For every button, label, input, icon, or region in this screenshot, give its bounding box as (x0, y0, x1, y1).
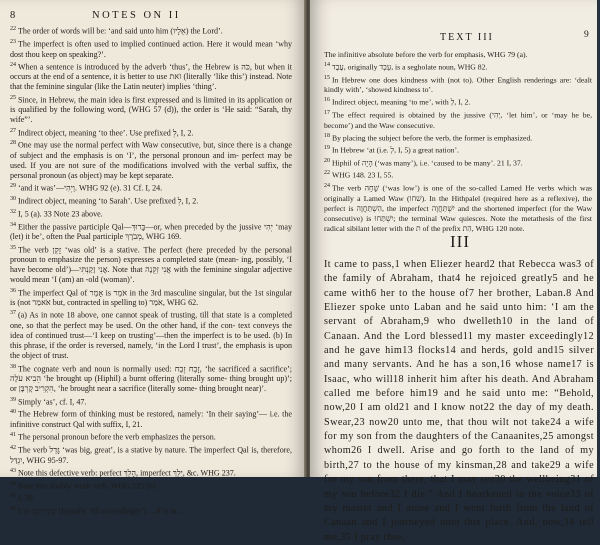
footnote (10, 395, 292, 408)
footnote-number: 38 (10, 363, 16, 370)
footnote (324, 73, 592, 96)
footnote-number: 34 (10, 221, 16, 228)
footnote-number: 40 (10, 409, 16, 416)
footnote-text: Note this defective verb: perfect הָלַךְ, imperfect יֵלֵךְ, &c. WHG 237. (18, 468, 236, 478)
footnote-text: In Hebrew ‘at (i.e. לְ, I, 5) a great nation’. (332, 145, 459, 155)
footnote-number: 16 (324, 97, 330, 104)
footnote (10, 60, 292, 93)
footnote (324, 108, 592, 131)
footnote-number: 25 (10, 94, 16, 101)
footnote-number: 41 (10, 432, 16, 439)
body-paragraph: It came to pass,1 when Eliezer heard2 that Rebecca was3 of the family of Abraham, that4 he rejoiced greatly5 and he came with6 her to the house of7 her brother, Laban.8 And Eliezer spoke unto Laban and he said unto him: ‘I am the servant of Abraham,9 who dwelleth10 in the land of Canaan. And the Lord blessed11 my master exceedingly12 and he gave him13 flocks14 and herds, gold and15 silver and many servants. And he has a son,16 whose name17 is Isaac, who will18 inherit him after his death. And Abraham called me before him19 and he said unto me: “Behold, now,20 I am old21 and I know not22 the day of my death. Swear,23 now20 unto me, that thou wilt not take24 a wife for my son from the daughters of the Canaanites,25 amongst whom26 I dwell. Arise and go forth to the land of my birth,27 to the house of my kinsman,28 and take29 a wife for my son from there, that I may see30 the wellbeing31 of my son before32 I die.” And I hearkened to the voice33 of my master and I arose and I went forth from the land of Canaan and I journeyed unto this place. And, now,34 tell me,35 I pray thee, (324, 259, 594, 543)
footnote (324, 60, 592, 73)
footnote-number: 24 (324, 183, 330, 190)
footnote-number: 43 (10, 467, 16, 474)
footnote-text: Indirect object, meaning ‘to me’, with לְ, I, 2. (332, 97, 471, 107)
footnote-number: 45 (10, 493, 16, 500)
footnote-text: When a sentence is introduced by the adverb ‘thus’, the Hebrew is כֹּה, but when it occurs at the end of a sentence, it is better to use זֹאת (literally ‘like this’) instead. Note that the feminine singular (like the Latin neuter) implies ‘thing’. (10, 62, 292, 92)
body-text (324, 258, 594, 545)
footnote-text: The verb שָׁחָה (‘was low’) is one of the so-called Lamed He verbs which was originally a Lamed Waw (שׁחו). In the Hithpalel (required here as a reflexive), the perfect is הִשְׁתַּחֲוָה, the imperfect יִשְׁתַּחֲוֶה and the shortened imperfect (for the Waw consecutive) is יִשְׁתַּחוּ; the terminal Waw quiesces. Note the metathesis of the first radical sibilant letter with the ת of the prefix הִת, WHG 120 note. (324, 183, 593, 233)
footnote (10, 443, 292, 466)
footnote-number: 29 (10, 183, 16, 190)
footnote-text: The cognate verb and noun is normally used: זָבַח זֶבַח, ‘he sacrificed a sacrifice’; הֵבִיא עֹלָה ‘he brought up (Hiphil) a burnt offering (literally some- thing brought up)’; or הִקְרִיב קָרְבָּן, ‘he brought near a sacrifice (literally some- thing brought near)’. (10, 364, 292, 394)
footnote-text: Indirect object, meaning ‘to thee’. Use prefixed לְ, I, 2. (18, 128, 194, 138)
page-number: 9 (584, 30, 591, 40)
footnote-text: Indirect object, meaning ‘to Sarah’. Use prefixed לְ, I, 2. (18, 196, 199, 206)
footnote-number: 39 (10, 396, 16, 403)
footnote-text: I, 5 (a). 33 Note 23 above. (18, 209, 103, 219)
footnote-text: WHG 148. 23 I, 55. (332, 170, 394, 180)
footnote (324, 143, 592, 156)
footnote (10, 308, 292, 361)
section-numeral: III (450, 232, 470, 251)
footnote-text: The effect required is obtained by the jussive (יְהִי, ‘let him’, or ‘may he be, become’) and the Waw consecutive. (324, 110, 592, 130)
footnote (10, 407, 292, 430)
footnote-number: 22 (324, 170, 330, 177)
footnote-number: 37 (10, 310, 16, 317)
footnote (324, 168, 592, 181)
footnote (10, 220, 292, 243)
footnote-text: By placing the subject before the verb, the former is emphasized. (332, 133, 533, 143)
footnote (10, 491, 292, 504)
footnote-number: 22 (10, 26, 16, 32)
footnote-text: The verb גָּדַל ‘was big, great’, is a stative by nature. The imperfect Qal is, therefore, יִגְדַּל, WHG 95-97. (10, 445, 292, 465)
footnote-text: The order of words will be: ‘and said unto him (אֵלָיו) the Lord’. (18, 26, 223, 36)
footnote (10, 138, 292, 181)
footnote-text: ‘and it was’—וַיְהִי. WHG 92 (e). 31 Cf. I, 24. (18, 184, 163, 194)
footnote-text: The personal pronoun before the verb emphasizes the person. (18, 432, 216, 442)
running-head: TEXT III (440, 32, 494, 43)
footnote-text: Note this doubly weak verb, WHG 225 (b). (18, 481, 158, 491)
footnote-text: I, 39. (18, 493, 35, 503)
footnote-text: The infinitive absolute before the verb for emphasis, WHG 79 (a). (324, 50, 528, 59)
footnote-number: 17 (324, 109, 330, 116)
footnote (10, 430, 292, 443)
footnote-text: Hiphil of הָיָה (‘was many’), i.e. ‘caused to be many’. 21 I, 37. (332, 158, 523, 168)
footnote-number: 46 (10, 506, 16, 513)
footnote-text: Either the passive participle Qal—בָּרוּךְ—or, when preceded by the jussive יְהִי ‘may (let) it be’, often the Pual participle מְבֹרָךְ, WHG 169. (10, 222, 293, 242)
footnote (324, 95, 592, 108)
footnote-number: 28 (10, 140, 16, 147)
footnote-text: Since, in Hebrew, the main idea is first expressed and is limited in its application or is qualified by the following word, (WHG 57 (d)), the order is ‘He said: “Sarah, thy wife”’. (10, 95, 292, 125)
footnote-number: 24 (10, 61, 16, 68)
left-page (0, 0, 306, 516)
footnote-text: The Hebrew form of thinking must be restored, namely: ‘In their saying’— i.e. the infinitive construct Qal with suffix, I, 21. (10, 409, 292, 430)
right-page (310, 0, 600, 543)
footnote-number: 27 (10, 127, 16, 134)
footnote-text: (a) As in note 18 above, one cannot speak of trusting, till that state is a completed one, so that the perfect may be used. On the other hand, if the con- text conveys the idea of continued trust—‘I keep on trusting’—then the imperfect is to be used. (b) In this phrase, if the order is reversed, namely, ‘in the Lord I trust’, the emphasis is upon the object of trust. (10, 311, 292, 361)
footnote (324, 131, 592, 144)
footnote-number: 44 (10, 480, 16, 487)
footnote (10, 37, 292, 60)
footnotes-left (10, 24, 292, 517)
footnote-text: Use שְׁמַרְתֶּם (literally ‘till exceedingly’). ...it is in ... (18, 506, 185, 516)
footnote-number: 36 (10, 287, 16, 294)
footnote-number: 32 (10, 208, 16, 215)
footnote (10, 243, 292, 286)
footnote (324, 50, 592, 60)
footnotes-right (324, 50, 592, 234)
footnote-number: 23 (10, 38, 16, 45)
footnote-number: 19 (324, 145, 330, 152)
footnote-text: The verb זָקֵן ‘was old’ is a stative. The perfect (here preceded by the personal pronoun to emphasize the person) expresses a completed state (mean- ing, possibly, ‘I have become old’)—אֲנִי זָקַנְתִּי. Note that אֲנִי זְקֵנָה with the feminine singular adjective would mean ‘I (am) an -old (woman)’. (10, 245, 292, 285)
footnote (10, 194, 292, 207)
footnote (10, 362, 292, 395)
footnote (10, 93, 292, 126)
footnote (10, 207, 292, 220)
footnote (10, 466, 292, 479)
footnote (10, 504, 292, 517)
footnote-number: 15 (324, 74, 330, 81)
footnote-number: 14 (324, 62, 330, 69)
footnote-text: Simply ‘as’, cf. I, 47. (18, 397, 87, 407)
footnote-text: עֶבֶד, originally עַבְד, is a segholate noun, WHG 82. (332, 62, 488, 72)
footnote (10, 286, 292, 309)
footnote (10, 24, 292, 37)
footnote (324, 181, 592, 234)
footnote-number: 35 (10, 244, 16, 251)
footnote-number: 20 (324, 157, 330, 164)
footnote (10, 126, 292, 139)
footnote-text: One may use the normal perfect with Waw consecutive, but, since there is a change of subject and the emphasis is on ‘I’, the personal pronoun and im- perfect may be used. If you are not sure of the modifications involved with the verbal suffix, the personal pronoun (as object) may be kept separate. (10, 140, 292, 181)
running-head: NOTES ON II (92, 10, 181, 21)
footnote (324, 156, 592, 169)
footnote-number: 18 (324, 132, 330, 139)
footnote-number: 42 (10, 444, 16, 451)
footnote-text: In Hebrew one does kindness with (not to). Other English renderings are: ‘dealt kindly with’, ‘showed kindness to’. (324, 75, 592, 95)
footnote (10, 181, 292, 194)
footnote-text: The imperfect is often used to implied continued action. Here it would mean ‘why dost thou keep on speaking?’. (10, 39, 292, 59)
page-number: 8 (10, 10, 17, 21)
footnote-number: 30 (10, 196, 16, 203)
footnote (10, 479, 292, 492)
footnote-text: The imperfect Qal of אָמַר is אֹמַר in the 3rd masculine singular, but the 1st singular is (not אֹאמַר but, contracted in spelling to) אֹמַר, WHG 62. (10, 288, 292, 308)
